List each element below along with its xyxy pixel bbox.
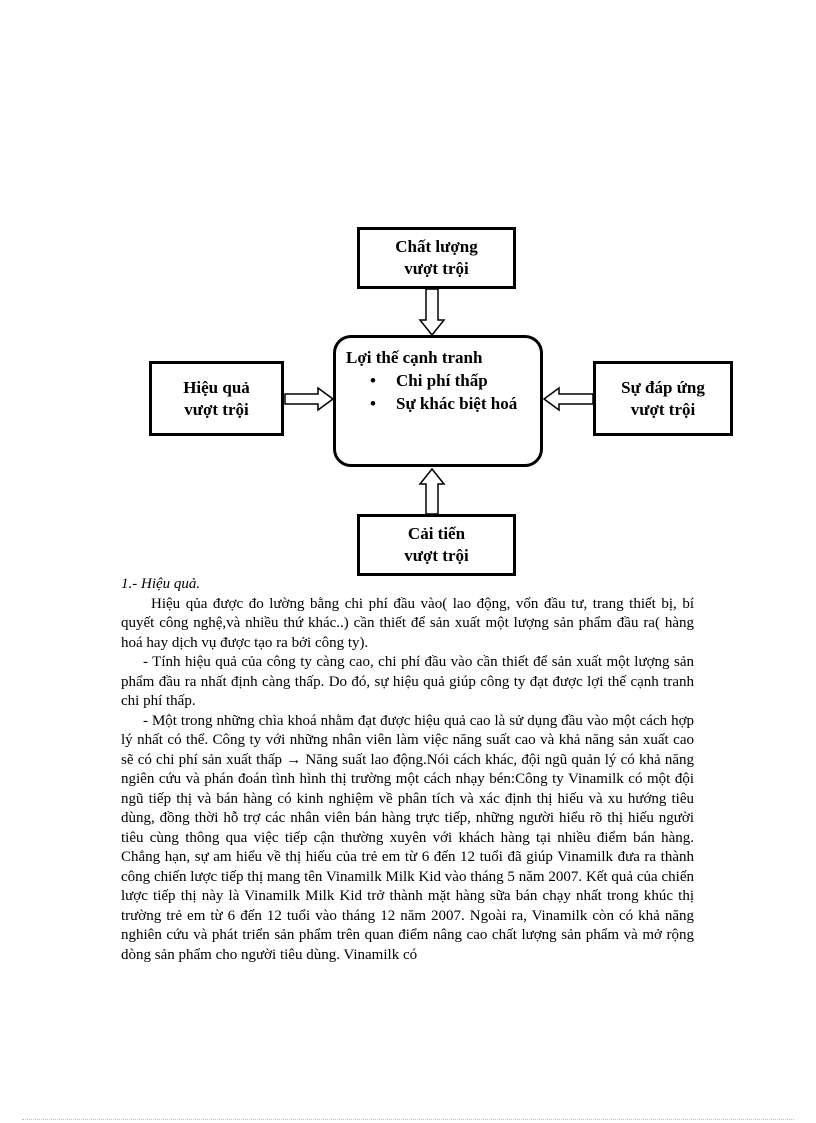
box-su-dap-ung-line1: Sự đáp ứng <box>621 377 705 397</box>
arrow-right-left <box>285 388 333 410</box>
arrow-down-top <box>420 289 444 335</box>
center-bullet-1: • Chi phí thấp <box>370 369 540 392</box>
paragraph-3-part-b: Năng suất lao động.Nói cách khác, đội ngũ quản lý có khả năng ngiên cứu và phán đoán tình hình thị trường một cách nhạy bén:Công ty Vinamilk có một đội ngũ tiếp thị và bán hàng có kinh nghiệm về phân tích và xác định thị hiếu và xu hướng tiêu dùng, đồng thời hỗ trợ các nhân viên bán hàng trực tiếp, những người hiểu rõ thị hiếu người tiêu cùng thông qua việc tiếp cận thường xuyên với khách hàng tại nhiều điểm bán hàng. Chẳng hạn, sự am hiểu về thị hiếu của trẻ em từ 6 đến 12 tuổi đã giúp Vinamilk đưa ra thành công chiến lược tiếp thị mang tên Vinamilk Milk Kid vào tháng 5 năm 2007. Kết quả của chiến lược tiếp thị này là Vinamilk Milk Kid trở thành mặt hàng sữa bán chạy nhất trong khúc thị trường trẻ em từ 6 đến 12 tuổi vào tháng 12 năm 2007. Ngoài ra, Vinamilk còn có khả năng nghiên cứu và phát triển sản phẩm trên quan điểm nâng cao chất lượng sản phẩm và mở rộng dòng sản phẩm cho người tiêu dùng. Vinamilk có <box>121 751 695 963</box>
box-su-dap-ung-line2: vượt trội <box>630 399 696 419</box>
box-hieu-qua-line1: Hiệu quả <box>183 377 250 397</box>
box-hieu-qua-line2: vượt trội <box>184 399 249 419</box>
paragraph-3 <box>121 712 694 966</box>
section-text <box>121 575 694 965</box>
right-arrow-icon: → <box>286 751 302 768</box>
page-bottom-rule <box>22 1119 794 1120</box>
paragraph-3-part-a: - Một trong những chìa khoá nhằm đạt được hiệu quả cao là sử dụng đầu vào một cách hợp lý nhất có thể. Công ty với những nhân viên làm việc năng suất cao và khả năng sản xuất cao sẽ có chi phí sản xuất thấp <box>121 712 694 768</box>
box-cai-tien-line2: vượt trội <box>404 546 469 565</box>
section-heading: 1.- Hiệu quả. <box>121 576 201 592</box>
paragraph-1: Hiệu qủa được đo lường bằng chi phí đầu vào( lao động, vốn đầu tư, trang thiết bị, bí quyết công nghệ,và nhiều thứ khác..) cần thiết để sản xuất một lượng sản phẩm đầu ra( hàng hoá hay dịch vụ được tạo ra bởi công ty). <box>121 595 694 651</box>
box-chat-luong-line2: vượt trội <box>404 259 469 278</box>
box-cai-tien-line1: Cải tiến <box>407 524 466 543</box>
box-chat-luong-line1: Chất lượng <box>395 237 478 256</box>
paragraph-2: - Tính hiệu quả của công ty càng cao, chi phí đầu vào cần thiết để sản xuất một lượng sản phẩm đầu ra nhất định càng thấp. Do đó, sự hiệu quả giúp công ty đạt được lợi thế cạnh tranh chi phí thấp. <box>121 654 694 709</box>
center-bullet-2: • Sự khác biệt hoá <box>370 392 540 415</box>
arrow-left-right <box>544 388 593 410</box>
arrow-up-bottom <box>420 469 444 514</box>
center-title: Lợi thế cạnh tranh <box>346 348 483 367</box>
